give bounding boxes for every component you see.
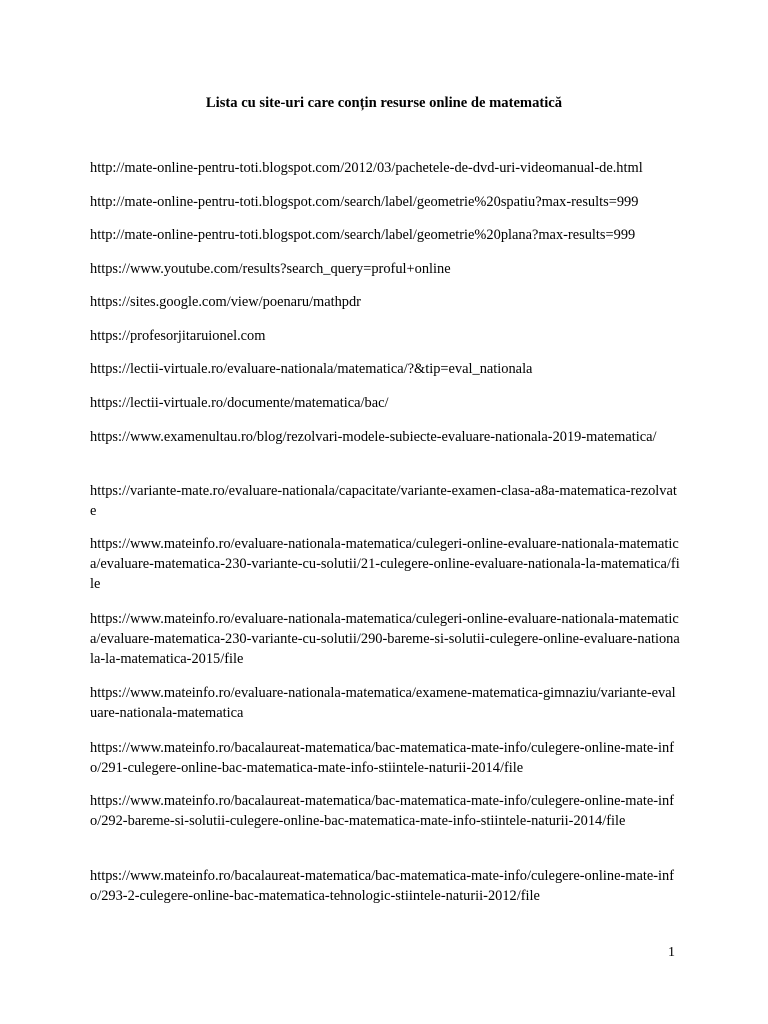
link-item[interactable]: https://www.mateinfo.ro/bacalaureat-matematica/bac-matematica-mate-info/culegere-online-mate-info/291-culegere-online-bac-matematica-mate-info-stiintele-naturii-2014/file [90, 740, 675, 776]
link-item[interactable]: https://sites.google.com/view/poenaru/mathpdr [90, 294, 361, 310]
page-number: 1 [668, 945, 675, 960]
page-title: Lista cu site-uri care conțin resurse online de matematică [205, 95, 563, 111]
link-item[interactable]: https://www.mateinfo.ro/evaluare-nationala-matematica/culegeri-online-evaluare-nationala-matematica/evaluare-matematica-230-variante-cu-solutii/21-culegere-online-evaluare-nationala-la-matematica/file [90, 536, 680, 592]
link-item[interactable]: http://mate-online-pentru-toti.blogspot.com/search/label/geometrie%20plana?max-results=999 [90, 227, 636, 243]
link-item[interactable]: http://mate-online-pentru-toti.blogspot.com/2012/03/pachetele-de-dvd-uri-videomanual-de.html [90, 160, 643, 176]
link-item[interactable]: http://mate-online-pentru-toti.blogspot.com/search/label/geometrie%20spatiu?max-results=999 [90, 194, 639, 210]
link-item[interactable]: https://lectii-virtuale.ro/documente/matematica/bac/ [90, 395, 389, 411]
link-item[interactable]: https://profesorjitaruionel.com [90, 328, 266, 344]
link-item[interactable]: https://www.mateinfo.ro/bacalaureat-matematica/bac-matematica-mate-info/culegere-online-mate-info/293-2-culegere-online-bac-matematica-tehnologic-stiintele-naturii-2012/file [90, 868, 675, 904]
link-item[interactable]: https://www.examenultau.ro/blog/rezolvari-modele-subiecte-evaluare-nationala-2019-matematica/ [90, 429, 657, 445]
link-item[interactable]: https://www.mateinfo.ro/bacalaureat-matematica/bac-matematica-mate-info/culegere-online-mate-info/292-bareme-si-solutii-culegere-online-bac-matematica-mate-info-stiintele-naturii-2014/file [90, 793, 675, 829]
link-item[interactable]: https://www.mateinfo.ro/evaluare-nationala-matematica/culegeri-online-evaluare-nationala-matematica/evaluare-matematica-230-variante-cu-solutii/290-bareme-si-solutii-culegere-online-evaluare-nationala-la-matematica-2015/file [90, 611, 680, 667]
link-item[interactable]: https://www.youtube.com/results?search_query=proful+online [90, 261, 451, 277]
link-item[interactable]: https://lectii-virtuale.ro/evaluare-nationala/matematica/?&tip=eval_nationala [90, 361, 533, 377]
link-item[interactable]: https://www.mateinfo.ro/evaluare-nationala-matematica/examene-matematica-gimnaziu/variante-evaluare-nationala-matematica [90, 685, 676, 721]
link-item[interactable]: https://variante-mate.ro/evaluare-nationala/capacitate/variante-examen-clasa-a8a-matematica-rezolvate [90, 483, 677, 519]
